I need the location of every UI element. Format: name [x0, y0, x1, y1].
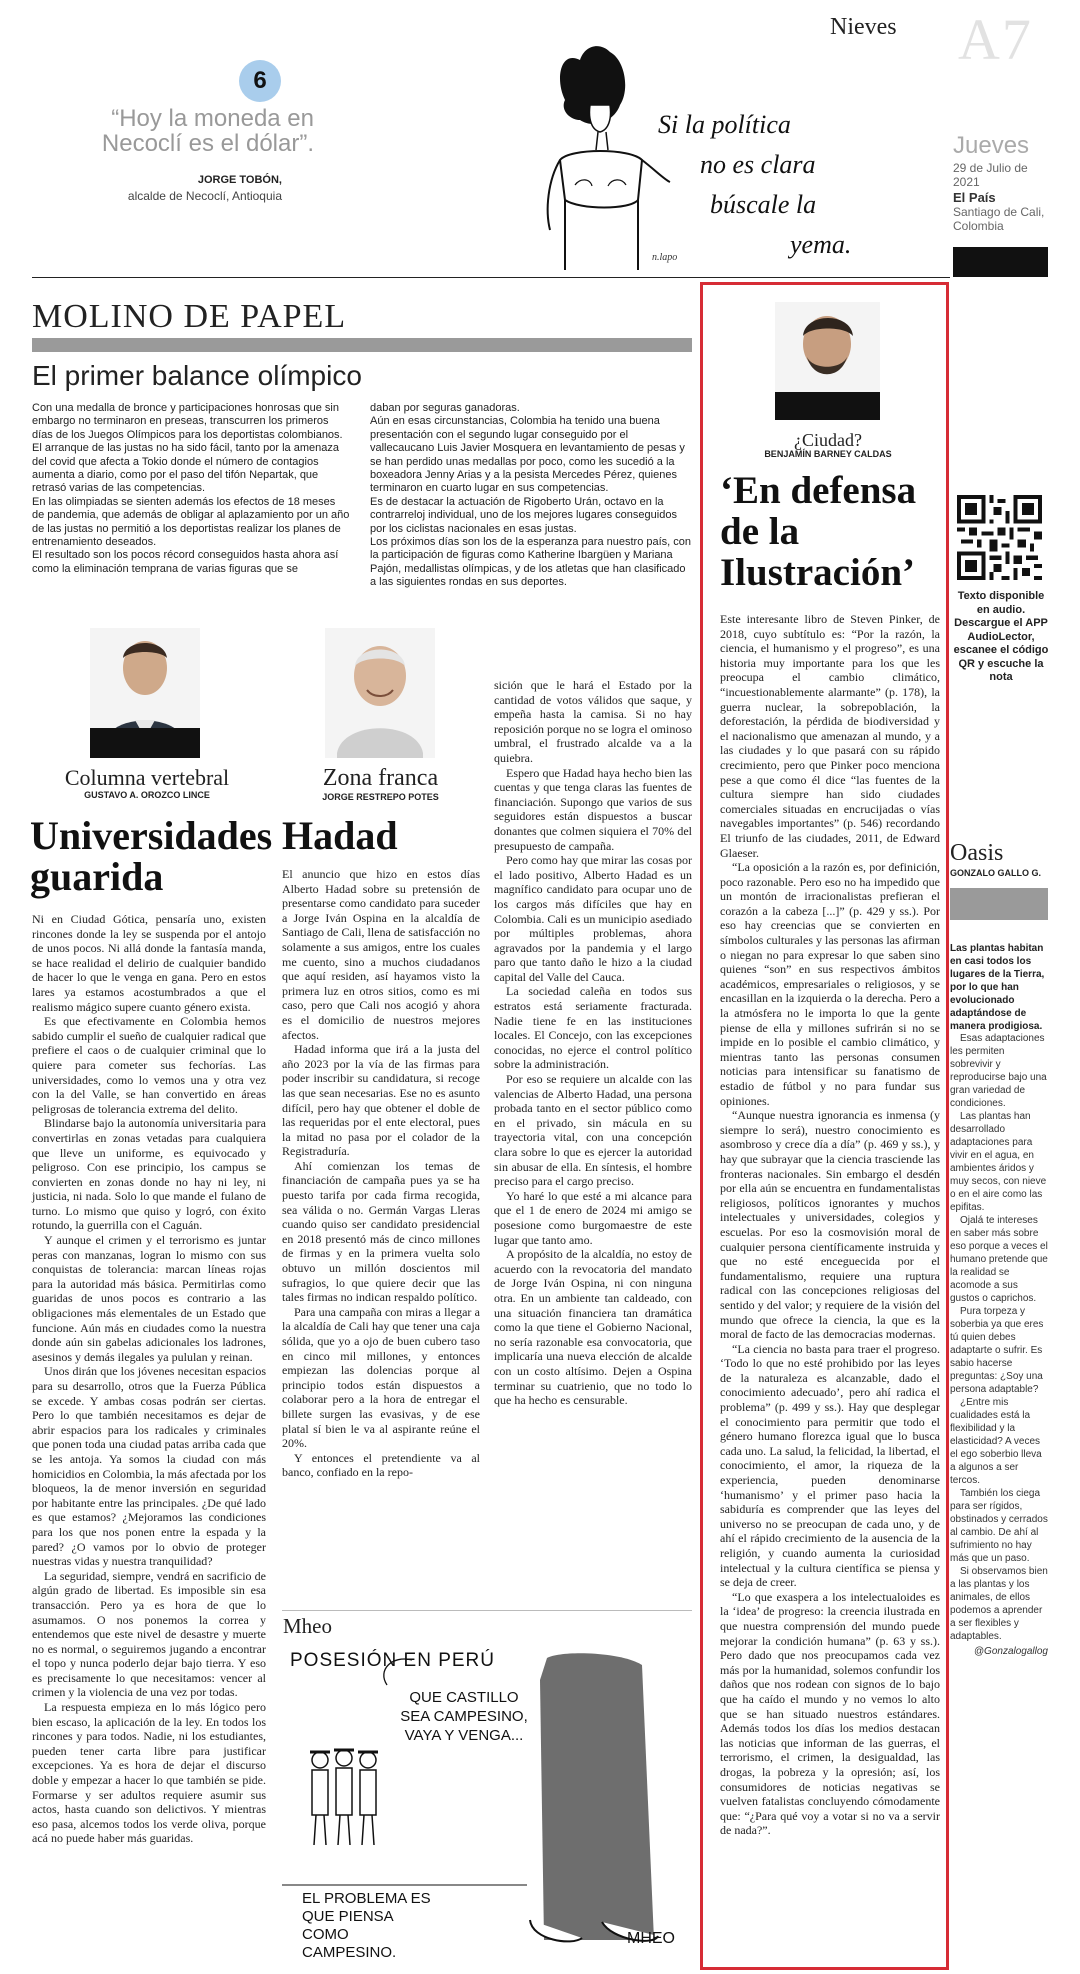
column-name-orozco: Columna vertebral [64, 765, 230, 790]
date-text: 29 de Julio de 2021 [953, 161, 1028, 189]
cartoon-signature: MHEO [627, 1930, 675, 1947]
article-paragraph: Y aunque el crimen y el terrorismo es juntar peras con manzanas, logran lo mismo con sus conquistas de tolerancia: marcan líneas rojas para la autoridad más básica. Permitirlas como guaridas de unos pocos es contrario a las obligaciones más elementales de un Estado que funcione. Aún más en ciudades como la nuestra donde aún sin gabelas adicionales los ladrones, asesinos y demás ilegales ya pululan y reinan. [32, 1233, 266, 1364]
article-title-restrepo: Hadad [282, 813, 398, 858]
oasis-paragraph: Si observamos bien a las plantas y los animales, de ellos podemos a aprender a ser flexibles y adaptables. [950, 1566, 1048, 1642]
article-paragraph: Ni en Ciudad Gótica, pensaría uno, existen rincones donde la ley se suspenda por el antojo de unos pocos. Ni allá donde la fantasía manda, se hace realidad el delirio de cualquier bandido de hacer lo que le venga en gana. Pero en estos lares ya estamos acostumbrados a que el realismo mágico supere cuanto género exista. [32, 912, 266, 1014]
oasis-paragraph: Ojalá te intereses en saber más sobre eso porque a veces el humano pretende que la realidad se acomode a sus gustos o caprichos. [950, 1215, 1048, 1304]
oasis-intro: Las plantas habitan en casi todos los lugares de la Tierra, por lo que han evolucionado adaptándose de manera prodigiosa. [950, 943, 1045, 1032]
header-black-bar [953, 247, 1048, 277]
editorial-col-2 [370, 402, 692, 590]
oasis-paragraph: Pura torpeza y soberbia ya que eres tú quien debes adaptarte o sufrir. Es sabio hacerse preguntas: ¿Soy una persona adaptable? [950, 1306, 1044, 1395]
article-paragraph: Unos dirán que los jóvenes necesitan espacios para su desarrollo, otros que la Fuerza Pública se excede. Y ambas cosas podrán ser ciertas. Pero lo que también necesitamos es dejar de abrir espacios para los radicales y criminales que ponen toda una ciudad patas arriba cada que se les antoja. Ya somos la ciudad con más homicidios en Colombia, la más afectada por los bloqueos, la de menor inversión en seguridad por habitante entre las principales. ¿De qué lado es que estamos? ¿Mejoramos las condiciones para los que nos ponen entre la espada y la pared? ¿O vamos por lo obvio de proteger nuestras vidas y nuestra tranquilidad? [32, 1364, 266, 1569]
column-name-gallo: Oasis [950, 840, 1004, 866]
editorial-paragraph: daban por seguras ganadoras. [370, 402, 520, 414]
author-photo-bar [90, 728, 200, 758]
editorial-section: MOLINO DE PAPEL [32, 298, 347, 335]
editorial-gray-bar [32, 338, 692, 352]
mheo-cartoon [282, 1640, 692, 1962]
city-text: Santiago de Cali, Colombia [953, 205, 1045, 233]
section-name: Nieves [830, 14, 897, 40]
article-paragraph: Este interesante libro de Steven Pinker, de 2018, cuyo subtítulo es: “Por la razón, la ciencia, el humanismo y el progreso”, es una historia muy importante para los que les preocupa el cambio climático, “incuestionablemente alarmante” (p. 178), la guerra nuclear, la sobrepoblación, la deforestación, la pérdida de biodiversidad y el nacionalismo que amenazan al mundo, y a las ciudades y lo que pasará con su rápido crecimiento, pero que Pinker poco menciona pese a que como él dice “las fuentes de la cultura siempre han sido ciudades comerciales situadas en encrucijadas o vías navegables importantes” (p. 546) recordando El triunfo de las ciudades, 2011, de Edward Glaeser. [720, 612, 940, 860]
article-paragraph: Espero que Hadad haya hecho bien las cuentas y que tenga claras las fuentes de financiación. Supongo que varios de sus seguidores están dispuestos a buscar donantes que colmen siquiera el 70% del presupuesto de campaña. [494, 765, 692, 853]
article-paragraph: Por eso se requiere un alcalde con las valencias de Alberto Hadad, una persona probada tanto en el sector público como en el privado, sin mácula en su trayectoria vital, con una concepción clara sobre lo que es ejercer la autoridad sin abusar de ella. En síntesis, el hombre preciso para el cargo preciso. [494, 1072, 692, 1189]
date-day: Jueves [953, 132, 1030, 159]
cartoon-rule [282, 1610, 692, 1611]
article-body-barney [720, 612, 940, 1838]
quote-author: JORGE TOBÓN, [197, 174, 282, 186]
cartoon-label: Mheo [283, 1614, 332, 1638]
qr-code[interactable] [957, 495, 1042, 580]
top-cartoon-line-4: yema. [790, 230, 852, 259]
article-body-restrepo-b [494, 678, 692, 1408]
article-title-orozco: Universidades guarida [30, 813, 273, 899]
quote-badge-number: 6 [253, 67, 267, 94]
article-body-restrepo-a [282, 867, 480, 1480]
oasis-paragraph: Las plantas han desarrollado adaptaciones para vivir en el agua, en ambientes áridos y muy secos, con nieve o en el aire como las epifitas. [950, 1111, 1047, 1213]
cartoon-bubble: QUE CASTILLO SEA CAMPESINO, VAYA Y VENGA... [400, 1689, 528, 1744]
top-cartoon [500, 20, 920, 270]
header-rule [32, 277, 950, 278]
article-title-barney: ‘En defensa de la Ilustración’ [720, 469, 917, 594]
author-name-restrepo: JORGE RESTREPO POTES [322, 792, 439, 802]
cartoon-caption: EL PROBLEMA ES QUE PIENSA COMO CAMPESINO. [302, 1890, 431, 1961]
oasis-paragraph: ¿Entre mis cualidades está la flexibilidad y la elasticidad? A veces el ego soberbio lleva a algunos a ser tercos. [950, 1397, 1042, 1486]
editorial-paragraph: Los próximos días son los de la esperanza para nuestro país, con la participación de figuras como Katherine Ibargüen y Mariana Pajón, medallistas olímpicas, y de los atletas que han clasificado a las siguientes rondas en sus deportes. [370, 536, 692, 589]
oasis-gray-bar [950, 888, 1048, 920]
quote-badge [239, 60, 281, 102]
oasis-paragraph: Esas adaptaciones les permiten sobrevivir y reproducirse bajo una gran variedad de condiciones. [950, 1033, 1047, 1109]
article-paragraph: La seguridad, siempre, vendrá en sacrificio de algún grado de libertad. Es imposible sin esa transacción. Pero ya es hora de que lo asumamos. O nos ponemos la correa y entendemos que este nivel de desastre y muerte no es normal, o seguiremos jugando a encontrar el topo y nunca poderlo dejar bajo tierra. Y eso es precisamente lo que necesitamos: vencer al crimen y la violencia de una vez por todas. [32, 1568, 266, 1700]
quote-author-role: alcalde de Necoclí, Antioquia [127, 189, 282, 203]
editorial-paragraph: El resultado son los pocos récord conseguidos hasta ahora así como la eliminación temprana de varias figuras que se [32, 549, 339, 575]
woman-drawing [520, 20, 680, 270]
editorial-paragraph: Con una medalla de bronce y participaciones honrosas que sin embargo no terminaron en preseas, transcurren los primeros días de los Juegos Olímpicos para los deportistas colombianos. [32, 402, 343, 441]
top-cartoon-line-2: no es clara [700, 150, 816, 179]
article-paragraph: La respuesta empieza en lo más lógico pero bien escaso, la aplicación de la ley. En todos los rincones y para todos. Nadie, ni los estudiantes, pueden tener carta libre para justificar excepciones. Ya es hora de dejar el discurso doble y empezar a hacer lo que también se pide. Formarse y ser adultos requiere asumir sus actos, hasta cuando son delictivos. Y mientras eso pasa, alcemos todos los verde oliva, porque acá no puede haber más guaridas. [32, 1700, 266, 1846]
author-photo-restrepo [325, 628, 435, 758]
editorial-paragraph: Es de destacar la actuación de Rigoberto Urán, octavo en la contrarreloj individual, uno de los mejores lugares conseguidos por los ciclistas nacionales en esas justas. [370, 495, 677, 535]
article-paragraph: Hadad informa que irá a la justa del año 2023 por la vía de las firmas para poder inscribir su candidatura, si recoge las que sean necesarias. Ese no es asunto difícil, pero hay que obtener el doble de las requeridas por el ente electoral, pues la mitad no pasa por el colador de la Registraduría. [282, 1042, 480, 1159]
column-name-restrepo: Zona franca [322, 765, 439, 791]
column-name-barney: ¿Ciudad? [794, 430, 862, 450]
oasis-handle: @Gonzalogallog [973, 1646, 1048, 1657]
oasis-body [950, 1032, 1048, 1658]
editorial-paragraph: El arranque de las justas no ha sido fácil, tanto por la amenaza del covid que afecta a Tokio donde el número de contagios aumenta a diario, como por el paso del tifón Nepartak, que retrasó varias de las competencias. [32, 442, 339, 495]
author-photo-bar [775, 392, 880, 420]
article-paragraph: “La ciencia no basta para traer el progreso. ‘Todo lo que no esté prohibido por las leyes de la naturaleza es alcanzable, dado el conocimiento adecuado’, pero ahí radica el problema” (p. 499 y ss.). Hay que desplegar el conocimiento para permitir que todo el género humano florezca igual que lo busca cada uno. La salud, la felicidad, la libertad, el conocimiento, el amor, la riqueza de la experiencia, pueden denominarse ‘humanismo’ y el primer paso hacia la sabiduría es comprender que las leyes del universo no se preocupan de cada uno, y de ahí el rápido crecimiento de la ausencia de la religión, y cuando aumenta la curiosidad intelectual y la cultura científica se piensa y se deja de creer. [720, 1341, 940, 1590]
article-paragraph: sición que le hará el Estado por la cantidad de votos válidos que saque, y empeña hasta la camisa. Si no hay reposición porque no se logra el ominoso umbral, el frustrado alcalde va a la quiebra. [494, 678, 692, 765]
article-paragraph: Pero como hay que mirar las cosas por el lado positivo, Alberto Hadad es un magnífico candidato para ocupar uno de los cargos más difíciles que hay en Colombia. Cali es un municipio asediado por múltiples problemas, ahora agravados por la pandemia y el largo paro que tanto daño le hizo a la ciudad capital del Valle del Cauca. [494, 853, 692, 984]
article-paragraph: El anuncio que hizo en estos días Alberto Hadad sobre su pretensión de presentarse como candidato para suceder a Jorge Iván Ospina en la alcaldía de Santiago de Cali, llena de satisfacción no solamente a sus amigos, entre los cuales me cuento, sino a muchos ciudadanos que aquí residen, así hayamos visto la primera luz en otros sitios, como es mi caso, pero que Cali nos acogió y ahora es el domicilio de nuestros mejores afectos. [282, 867, 480, 1042]
qr-code-icon [957, 495, 1042, 580]
quote-text: “Hoy la moneda en Necoclí es el dólar”. [101, 105, 314, 157]
editorial-paragraph: En las olimpiadas se sienten además los efectos de 18 meses de pandemia, que además de obligar al aplazamiento por un año de las justas no permitió a los deportistas realizar los planes de entrenamiento deseados. [32, 495, 350, 549]
article-paragraph: Para una campaña con miras a llegar a la alcaldía de Cali hay que tener una caja sólida, que yo a ojo de buen cubero taso en cinco mil millones, y entonces empiezan las dolencias porque al principio todos están dispuestos a colaborar pero a la hora de entregar el billete surgen las evasivas, y de ese platal sí bien le va al aspirante reúne el 20%. [282, 1304, 480, 1451]
paper-name: El País [953, 190, 996, 205]
author-name-orozco: GUSTAVO A. OROZCO LINCE [84, 790, 210, 800]
editorial-col-1 [32, 402, 350, 576]
article-paragraph: “Aunque nuestra ignorancia es inmensa (y siempre lo será), nuestro conocimiento es asombroso y crece día a día” (p. 469 y ss.), y hay que subrayar que la ciencia trasciende las fronteras nacionales. Sin embargo el desdén por ella aún se encuentra en fundamentalistas religiosos, políticos ignorantes y muchos intelectuales y universidades, colegios y escuelas. Por eso la cosmovisión moral de cualquier persona científicamente instruida y que no esté enceguecida por el fundamentalismo, requiere una ruptura radical con las concepciones religiosas del sentido y del valor; y requiere de la visión del mundo que ofrece la ciencia, la que es la moral de facto de las democracias modernas. [720, 1108, 940, 1342]
author-name-gallo: GONZALO GALLO G. [950, 868, 1041, 878]
article-paragraph: La sociedad caleña en todos sus estratos está seriamente fracturada. Nadie tiene fe en las instituciones locales. El Concejo, con las excepciones conocidas, no ejerce el control político sobre la administración. [494, 984, 692, 1072]
article-paragraph: “Lo que exaspera a los intelectualoides es la ‘idea’ de progreso: la creencia ilustrada en que nuestra comprensión del mundo puede mejorar la condición humana” (p. 63 y ss.). Pero dado que nos preocupamos cada vez más por la humanidad, solemos confundir los daños que nos rodean con signos de lo bajo que ha caído el mundo y no vemos lo alto que se han situado nuestros estándares. Además todos los días los medios destacan las noticias que informan de las guerras, el terrorismo, el crimen, la desigualdad, las drogas, la pobreza y la opresión; así, los consumidores de noticias negativas se vuelven fatalistas concluyendo cómodamente que: “¿Para qué voy a votar si no va a servir de nada?”. [720, 1589, 940, 1838]
article-paragraph: Es que efectivamente en Colombia hemos sabido cumplir el sueño de cualquier radical que prefiere el caos o de cualquier criminal que lo quiere para cometer sus fechorías. Las universidades, como lo vemos una y otra vez con la del Valle, se han convertido en áreas peligrosas de tolerancia extrema del delito. [32, 1014, 266, 1116]
article-paragraph: Blindarse bajo la autonomía universitaria para convertirlas en zonas vetadas para cualquiera que lleve un uniforme, es equivocado y peligroso. Con ese principio, los campus se convierten en zonas donde no hay ni ley, ni justicia, ni nada. Solo lo que mande el fulano de turno. Lo mismo que quiso y logró, con éxito rotundo, la guerrilla con el Caguán. [32, 1116, 266, 1233]
article-paragraph: “La oposición a la razón es, por definición, poco razonable. Pero eso no ha impedido que un montón de irracionalistas prefieran el corazón a la cabeza [...]” (p. 429 y ss.). Por eso hay creencias que se convierten en símbolos culturales y las personas las afirman o niegan no para expresar lo que saben sino quienes “son” en sus respectivos ámbitos académicos, empresariales o religiosos, y se encasillan en la izquierda o la derecha. Pero a la atmósfera no le importa lo que la gente piense de ella y millones sufrirán si no se impide en lo posible el cambio climático, y mientras tanto las personas consumen noticias para intensificar su fanatismo de estadio de fútbol y no para fundar sus opiniones. [720, 860, 940, 1108]
cartoon-title: POSESIÓN EN PERÚ [290, 1650, 495, 1671]
top-cartoon-line-3: búscale la [710, 190, 817, 219]
top-cartoon-line-1: Si la política [658, 110, 791, 139]
top-cartoon-signature: n.lapo [652, 252, 678, 263]
editorial-title: El primer balance olímpico [32, 360, 362, 391]
author-name-barney: BENJAMÍN BARNEY CALDAS [764, 449, 892, 459]
article-paragraph: Y entonces el pretendiente va al banco, confiado en la repo- [282, 1450, 480, 1480]
article-paragraph: Yo haré lo que esté a mi alcance para que el 1 de enero de 2024 mi amigo se posesione como burgomaestre de este lugar que tanto amo. [494, 1188, 692, 1247]
article-paragraph: A propósito de la alcaldía, no estoy de acuerdo con la revocatoria del mandato de Jorge Iván Ospina, ni con ninguna otra. En un ambiente tan caldeado, con una situación financiera tan dramática como la que tiene el Gobierno Nacional, no sería razonable esa convocatoria, que implicaría una nueva elección de alcalde con un costo altísimo. Dejen a Ospina terminar su cuatrienio, que no todo lo que ha hecho es censurable. [494, 1247, 692, 1408]
article-paragraph: Ahí comienzan los temas de financiación de campaña pues ya se ha puesto tarifa por cada firma recogida, sea válida o no. Germán Vargas Lleras cuando quiso ser candidato presidencial en 2018 presentó más de cinco millones de firmas y en la primera vuelta solo obtuvo un millón doscientos mil sufragios, lo que quiere decir que las tales firmas no indican respaldo político. [282, 1158, 480, 1305]
article-body-orozco [32, 912, 266, 1846]
page-number: A7 [958, 7, 1033, 72]
editorial-paragraph: Aún en esas circunstancias, Colombia ha tenido una buena presentación con el segundo lugar conseguido por el vallecaucano Luis Javier Mosquera en levantamiento de pesas y se han perdido unas medallas por poco, como les sucedió a la boxeadora Jenny Arias y a la pesista Mercedes Pérez, quienes terminaron en cuarto lugar en sus competencias. [370, 415, 685, 495]
qr-caption: Texto disponible en audio. Descargue el APP AudioLector, escanee el código QR y escuche la nota [953, 590, 1049, 683]
oasis-paragraph: También los ciega para ser rígidos, obstinados y cerrados al cambio. De ahí al sufrimiento no hay más que un paso. [950, 1488, 1048, 1564]
